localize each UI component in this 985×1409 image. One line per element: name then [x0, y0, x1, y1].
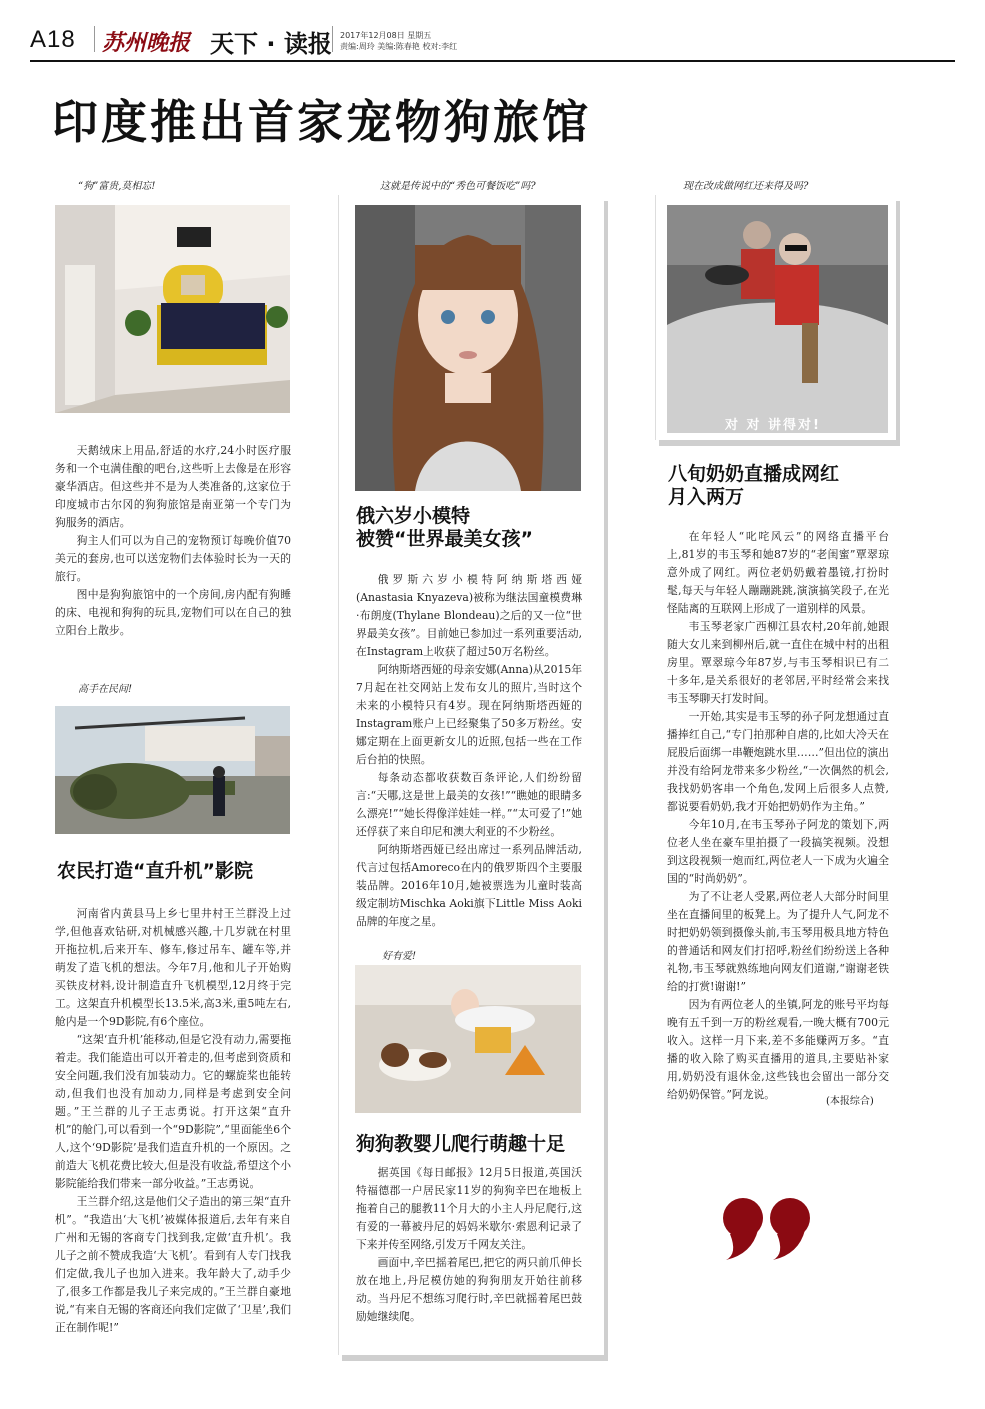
heli-article — [55, 905, 291, 1337]
grandma-title — [668, 463, 839, 509]
paragraph: “这架‘直升机’能移动,但是它没有动力,需要拖着走。我们能造出可以开着走的,但考虑到资质和安全问题,我们没有加装动力。它的螺旋桨也能转动,但我们也没有加动力,同样是考虑到安全问题。”王兰群的儿子王志勇说。打开这架“直升机”的舱门,可以看到一个“9D影院”,“里面能坐6个人,这个‘9D影院’是我们造直升机的一个原因。之前造大飞机花费比较大,但是没有收益,希望这个小影院能给我们带来一部分收益。”王志勇说。 — [55, 1033, 291, 1190]
grandmas-photo — [667, 205, 888, 433]
paragraph: 据英国《每日邮报》12月5日报道,英国沃特福德郡一户居民家11岁的狗狗辛巴在地板上拖着自己的腿教11个月大的小主人丹尼爬行,这有爱的一幕被丹尼的妈妈米歇尔·索恩利记录了下来并传至网络,引发万千网友关注。 — [356, 1166, 582, 1251]
divider — [332, 26, 333, 52]
paragraph: 图中是狗狗旅馆中的一个房间,房内配有狗睡的床、电视和狗狗的玩具,宠物们可以在自己的独立阳台上散步。 — [55, 588, 291, 637]
model-article — [356, 571, 582, 931]
paragraph: 因为有两位老人的坐镇,阿龙的账号平均每晚有五千到一万的粉丝观看,一晚大概有700元收入。这样一月下来,差不多能赚两万多。“直播的收入除了购买直播用的道具,主要贴补家用,奶奶没有退休金,这些钱也会留出一部分交给奶奶保管。”阿龙说。 — [667, 998, 889, 1101]
dog-baby-photo — [355, 965, 581, 1113]
heli-caption: 高手在民间! — [78, 684, 133, 695]
paragraph: 今年10月,在韦玉琴孙子阿龙的策划下,两位老人坐在豪车里拍摄了一段搞笑视频。没想到这段视频一炮而红,两位老人一下成为火遍全国的“时尚奶奶”。 — [667, 818, 889, 885]
paragraph: 一开始,其实是韦玉琴的孙子阿龙想通过直播捧红自己,“专门拍那种自虐的,比如大冷天在屁股后面绑一串鞭炮跳水里……”但出位的演出并没有给阿龙带来多少粉丝,“一次偶然的机会,我找奶奶客串一个角色,发网上后很多人点赞,都说要看奶奶,我才开始把奶奶作为主角。” — [667, 710, 889, 813]
dog-article — [356, 1164, 582, 1326]
paragraph: 在年轻人“叱咤风云”的网络直播平台上,81岁的韦玉琴和她87岁的“老闺蜜”覃翠琼意外成了网红。两位老奶奶戴着墨镜,打扮时髦,每天与年轻人蹦蹦跳跳,演演搞笑段子,在光怪陆离的互联网上形成了一道别样的风景。 — [667, 530, 889, 615]
dog-title: 狗狗教婴儿爬行萌趣十足 — [356, 1133, 566, 1155]
paragraph: 狗主人们可以为自己的宠物预订每晚价值70美元的套房,也可以送宠物们去体验时长为一天的旅行。 — [55, 534, 291, 583]
grandma-article — [667, 528, 889, 1104]
page-number: A18 — [30, 26, 76, 53]
page-headline: 印度推出首家宠物狗旅馆 — [52, 95, 591, 149]
section-title: 天下 · 读报 — [210, 30, 332, 58]
paragraph: 王兰群介绍,这是他们父子造出的第三架“直升机”。“我造出‘大飞机’被媒体报道后,去年有来自广州和无锡的客商专门找到我,定做‘直升机’。我儿子之前不赞成我造‘大飞机’。看到有人专门找我们定做,我儿子也加入进来。我年龄大了,动手少了,很多工作都是我儿子来完成的。”王兰群自豪地说,“有来自无锡的客商还向我们定做了‘卫星’,我们正在制作呢!” — [55, 1195, 291, 1334]
staff-line: 责编:周玲 美编:陈春艳 校对:李红 — [340, 42, 458, 51]
divider — [94, 26, 95, 52]
model-title — [356, 505, 533, 551]
paragraph: 每条动态都收获数百条评论,人们纷纷留言:“天哪,这是世上最美的女孩!”“瞧她的眼睛多么漂亮!”“她长得像洋娃娃一样。”“太可爱了!”她还俘获了来自印尼和澳大利亚的不少粉丝。 — [356, 771, 582, 838]
source-note: (本报综合) — [826, 1096, 874, 1107]
quote-mark-icon — [718, 1196, 818, 1260]
heli-title: 农民打造“直升机”影院 — [57, 860, 253, 882]
paragraph: 阿纳斯塔西娅的母亲安娜(Anna)从2015年7月起在社交网站上发布女儿的照片,当时这个未来的小模特只有4岁。现在阿纳斯塔西娅的Instagram账户上已经聚集了50多万粉丝。安娜定期在上面更新女儿的近照,包括一些在工作后台拍的快照。 — [356, 663, 582, 766]
title-line: 俄六岁小模特 — [356, 505, 471, 527]
paragraph: 俄罗斯六岁小模特阿纳斯塔西娅(Anastasia Knyazeva)被称为继法国童模费琳·布朗度(Thylane Blondeau)之后的又一位“世界最美女孩”。目前她已参加过一系列重要活动,在Instagram上收获了超过50万名粉丝。 — [356, 573, 582, 658]
paragraph: 画面中,辛巴摇着尾巴,把它的两只前爪伸长放在地上,丹尼模仿她的狗狗朋友开始往前移动。当丹尼不想练习爬行时,辛巴就摇着尾巴鼓励她继续爬。 — [356, 1256, 582, 1323]
photo-overlay-text: 对 对 讲得对! — [725, 418, 821, 433]
paragraph: 为了不让老人受累,两位老人大部分时间里坐在直播间里的板凳上。为了提升人气,阿龙不时把奶奶领到摄像头前,韦玉琴用极具地方特色的普通话和网友们打招呼,粉丝们纷纷送上各种礼物,韦玉琴就熟练地向网友们道谢,“谢谢老铁给的打赏!谢谢!” — [667, 890, 889, 993]
paragraph: 河南省内黄县马上乡七里井村王兰群没上过学,但他喜欢钻研,对机械感兴趣,十几岁就在村里开拖拉机,后来开车、修车,修过吊车、罐车等,并萌发了造飞机的想法。今年7月,他和儿子开始购买铁皮材料,设计制造直升飞机模型,12月终于完工。这架直升机模型长13.5米,高3米,重5吨左右,舱内是一个9D影院,有6个座位。 — [55, 907, 291, 1028]
paragraph: 韦玉琴老家广西柳江县农村,20年前,她跟随大女儿来到柳州后,就一直住在城中村的出租房里。覃翠琼今年87岁,与韦玉琴相识已有二十多年,是关系很好的老邻居,平时经常会来找韦玉琴聊天打发时间。 — [667, 620, 889, 705]
header-rule — [30, 60, 955, 62]
page-meta — [340, 30, 500, 52]
hotel-caption: “狗”富贵,莫相忘! — [78, 181, 156, 192]
hotel-article — [55, 442, 291, 640]
model-photo — [355, 205, 581, 491]
paragraph: 阿纳斯塔西娅已经出席过一系列品牌活动,代言过包括Amoreco在内的俄罗斯四个主要服装品牌。2016年10月,她被票选为儿童时装高级定制坊Mischka Aoki旗下Little Miss Aoki品牌的年度之星。 — [356, 843, 582, 928]
model-caption: 这就是传说中的“秀色可餐饭吃”吗? — [380, 181, 536, 192]
helicopter-photo — [55, 706, 290, 834]
title-line: 八旬奶奶直播成网红 — [668, 463, 840, 485]
paragraph: 天鹅绒床上用品,舒适的水疗,24小时医疗服务和一个屯满佳酿的吧台,这些听上去像是在形容豪华酒店。但这些并不是为人类准备的,这家位于印度城市古尔冈的狗狗旅馆是南亚第一个专门为狗服务的酒店。 — [55, 444, 291, 529]
grandma-caption: 现在改成做网红还来得及吗? — [683, 181, 809, 192]
title-line: 被赞“世界最美女孩” — [356, 528, 533, 550]
date-line: 2017年12月08日 星期五 — [340, 31, 432, 40]
paper-logo: 苏州晚报 — [102, 30, 191, 56]
dog-caption: 好有爱! — [382, 951, 417, 962]
dog-hotel-photo — [55, 205, 290, 413]
title-line: 月入两万 — [668, 486, 745, 508]
